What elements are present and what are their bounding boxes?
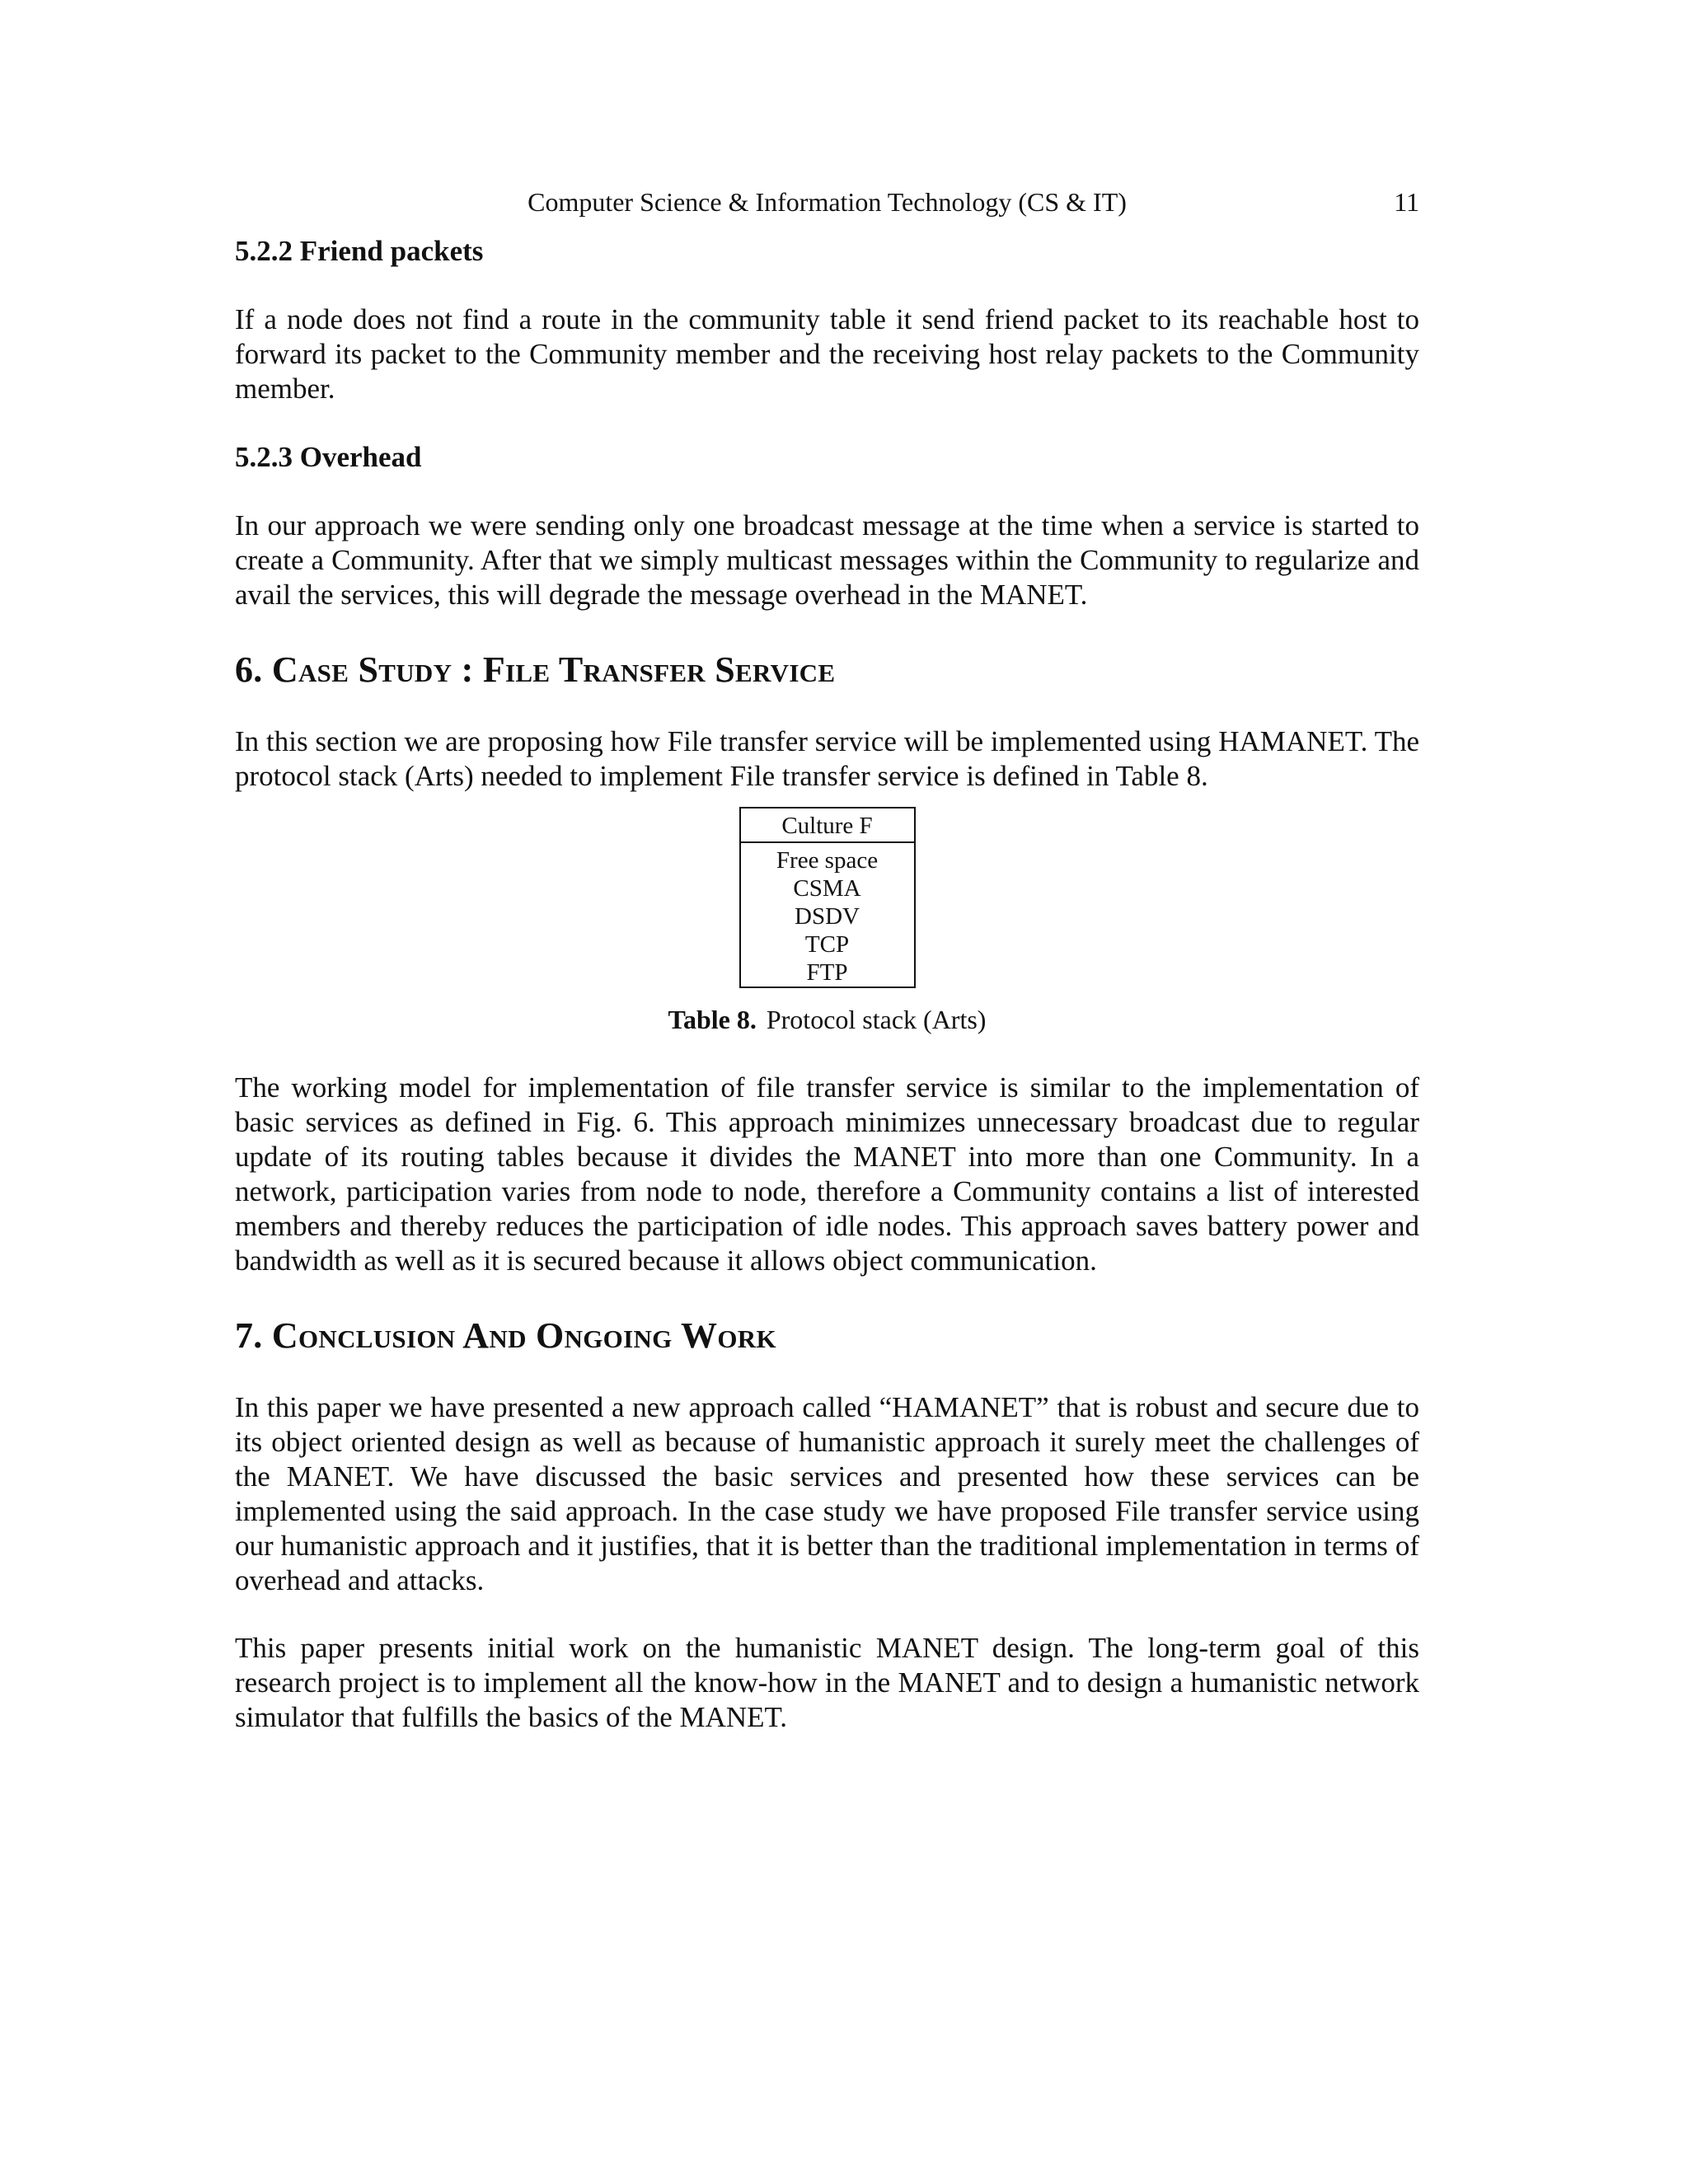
table-row: TCP <box>804 931 850 958</box>
heading-friend-packets: 5.2.2 Friend packets <box>235 235 484 267</box>
table-body <box>741 843 914 987</box>
paragraph-conclusion-1: In this paper we have presented a new approach called “HAMANET” that is robust and secure due to its object oriented design as well as because of humanistic approach it surely meet the challenges of the MANET. We have discussed the basic services and presented how these services can be implemented using the said approach. In the case study we have proposed File transfer service using our humanistic approach and it justifies, that it is better than the traditional implementation in terms of overhead and attacks. <box>235 1391 1419 1596</box>
table-row: Free space <box>776 847 879 874</box>
paragraph-case-study-body: The working model for implementation of file transfer service is similar to the implementation of basic services as defined in Fig. 6. This approach minimizes unnecessary broadcast due to regular update of its routing tables because it divides the MANET into more than one Community. In a network, participation varies from node to node, therefore a Community contains a list of interested members and thereby reduces the participation of idle nodes. This approach saves battery power and bandwidth as well as it is secured because it allows object communication. <box>235 1071 1419 1277</box>
paragraph-friend-packets: If a node does not find a route in the community table it send friend packet to its reachable host to forward its packet to the Community member and the receiving host relay packets to the Community member. <box>235 303 1419 405</box>
paragraph-conclusion-2: This paper presents initial work on the humanistic MANET design. The long-term goal of this research project is to implement all the know-how in the MANET and to design a humanistic network simulator that fulfills the basics of the MANET. <box>235 1632 1419 1733</box>
heading-case-study: 6. Case Study : File Transfer Service <box>235 649 836 690</box>
paragraph-case-study-intro: In this section we are proposing how File transfer service will be implemented using HAMANET. The protocol stack (Arts) needed to implement File transfer service is defined in Table 8. <box>235 725 1419 792</box>
table-caption <box>235 1001 1419 1038</box>
running-header <box>235 183 1419 221</box>
page-content <box>235 233 1419 1735</box>
table-row: DSDV <box>795 903 860 930</box>
table-row: FTP <box>806 959 848 986</box>
page-number: 11 <box>1394 187 1419 217</box>
table-caption-label: Table 8. <box>668 1005 757 1034</box>
table-caption-text: Protocol stack (Arts) <box>766 1005 987 1034</box>
table-row: CSMA <box>793 875 861 902</box>
protocol-stack-table <box>739 807 916 988</box>
heading-conclusion: 7. Conclusion And Ongoing Work <box>235 1315 776 1356</box>
paragraph-overhead: In our approach we were sending only one broadcast message at the time when a service is started to create a Community. After that we simply multicast messages within the Community to regularize and avail the services, this will degrade the message overhead in the MANET. <box>235 509 1419 611</box>
journal-title: Computer Science & Information Technology (CS & IT) <box>528 187 1127 217</box>
heading-overhead: 5.2.3 Overhead <box>235 441 422 473</box>
table-header-cell: Culture F <box>741 808 914 843</box>
